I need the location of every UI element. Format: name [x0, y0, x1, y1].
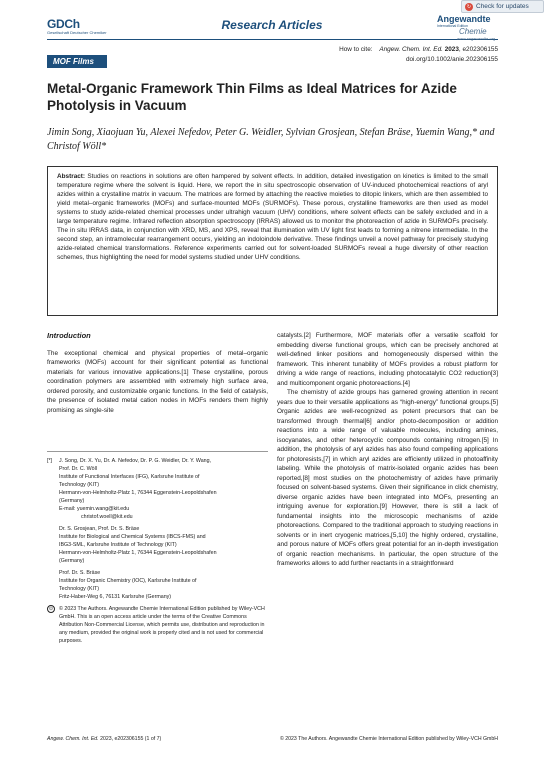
abstract-text: Studies on reactions in solutions are often hampered by solvent effects. In addition, detailed investigation on kinetics is limited to the small temperature regime where the solvent is liquid. Here, we report the in situ spectroscopic observation of UV-induced photochemical reactions of aryl azides within a crystalline matrix in vacuum. The matrices are formed by attaching the reactive moieties to ditopic linkers, which are then assembled to yield metal–organic frameworks (MOFs) and surface-mounted MOFs (SURMOFs). These porous, crystalline frameworks are then used as model systems to study azide-related chemical processes under ultrahigh vacuum (UHV) conditions, where solvent effects can be safely excluded and in a large temperature regime. Infrared reflection absorption spectroscopy (IRRAS) allowed us to monitor the photoreaction of azide in SURMOFs precisely. The in situ IRRAS data, in conjunction with XRD, MS, and XPS, reveal that illumination with UV light first leads to forming a nitrene intermediate. In the second step, an intramolecular rearrangement occurs, yielding an indoloindole derivative. These findings unveil a novel pathway for precisely studying azide-related chemical transformations. Reference experiments carried out for solvent-loaded SURMOFs reveal a huge diversity of other reaction schemes, thus highlighting the need for model systems studied under UHV conditions.	[57, 173, 489, 261]
how-to-cite-label: How to cite:	[339, 46, 373, 53]
intro-paragraph: catalysts.[2] Furthermore, MOF materials offer a versatile scaffold for embedding diverse functional groups, which can be precisely anchored at well-defined linker positions and homogeneously dispersed within the framework. This inherent tunability of MOFs provides a robust platform for driving a wide range of reactions, including photocatalytic CO2 reduction[3] and multicomponent organic photoreactions.[4]	[277, 332, 498, 387]
page-header	[47, 14, 498, 40]
citation-article-number: , e202306155	[458, 46, 498, 53]
journal-logo-chemie: Chemie	[459, 27, 487, 36]
corresponding-mark: [*]	[47, 458, 53, 464]
refresh-icon: ↻	[466, 3, 472, 10]
footer-citation: Angew. Chem. Int. Ed. 2023, e202306155 (1 of 7)	[47, 736, 162, 742]
section-title: Research Articles	[221, 18, 323, 32]
right-column	[277, 331, 498, 569]
affiliation-group: [*] J. Song, Dr. X. Yu, Dr. A. Nefedov, Dr. P. G. Weidler, Dr. Y. Wang, Prof. Dr. C. Wöll Institute of Functional Interfaces (IFG), Karlsruhe Institute of Technology (KIT) Hermann-von-Helmholtz-Platz 1, 76344 Eggenstein-Leopoldshafen (Germany) E-mail: yuemin.wang@kit.edu christof.woell@kit.edu	[47, 457, 268, 521]
email-link[interactable]: christof.woell@kit.edu	[81, 514, 133, 520]
citation-year: 2023	[444, 46, 459, 53]
open-access-icon: ⊙	[48, 606, 54, 612]
journal-logo-url: www.angewandte.org	[457, 36, 496, 41]
intro-paragraph: The exceptional chemical and physical properties of metal–organic frameworks (MOFs) account for their significant potential as functional materials for various innovative applications.[1] These crystalline, porous coordination polymers are assembled with extremely high surface area, ordered porosity, and customizable organic functions. In the field of catalysis, the presence of isolated metal cation nodes in MOFs renders them highly promising as single-site	[47, 349, 268, 414]
gdch-tagline: Gesellschaft Deutscher Chemiker	[47, 30, 107, 35]
introduction-heading: Introduction	[47, 331, 91, 340]
check-for-updates-button[interactable]	[461, 0, 544, 13]
journal-logo-main: Angewandte	[437, 14, 491, 24]
license-text: © 2023 The Authors. Angewandte Chemie International Edition published by Wiley-VCH GmbH. This is an open access article under the terms of the Creative Commons Attribution Non-Commercial License, which permits use, distribution and reproduction in any medium, provided the original work is properly cited and is not used for commercial purposes.	[59, 606, 265, 644]
journal-logo-sub: International Edition	[437, 24, 468, 28]
intro-paragraph: The chemistry of azide groups has garnered growing attention in recent years due to their versatile applications as “high-energy” functional groups.[5] Organic azides are well-recognized as potent precursors that can be transformed through thermal[6] and/or photo-decomposition or addition reactions into a wide range of valuable molecules, including amines, isocyanates, and other heterocyclic compounds containing nitrogen.[5] In addition, the photolysis of aryl azides has also found compelling applications for photoresists,[7] in which aryl azides are efficiently utilized in photoaffinity labeling. While the photolysis of matrix-isolated organic azides has been reported,[8] most studies on the photochemistry of azides have primarily focused on solvent-based systems. Given their significance in click chemistry, diverse organic azides have been integrated into MOFs, presenting an intriguing avenue for exploration.[9] However, there is still a lack of fundamental insights into the microscopic mechanisms of azide photoreactions. Compared to the traditional approach to studying reactions in solvents or in inert cryogenic matrices,[5,10] the highly ordered, crystalline, and porous nature of MOFs offers great potential for an in-depth investigation of organic reaction mechanisms. In particular, the open structure of the frameworks allows to add further reactants in a straightforward	[277, 389, 498, 567]
abstract-box	[47, 166, 498, 316]
left-column	[47, 331, 268, 415]
affiliation-group: Dr. S. Grosjean, Prof. Dr. S. Bräse Institute for Biological and Chemical Systems (IBCS-FMS) and IBG3-SML, Karlsruhe Institute of Technology (KIT) Hermann-von-Helmholtz-Platz 1, 76344 Eggenstein-Leopoldshafen (Germany)	[59, 526, 217, 564]
topic-badge: MOF Films	[47, 55, 107, 68]
abstract-label: Abstract:	[57, 173, 86, 180]
open-access-license	[47, 605, 268, 645]
author-list: Jimin Song, Xiaojuan Yu, Alexei Nefedov, Peter G. Weidler, Sylvian Grosjean, Stefan Bräse, Yuemin Wang,* and Christof Wöll*	[47, 127, 495, 152]
citation-block	[240, 45, 498, 64]
citation-journal: Angew. Chem. Int. Ed.	[379, 46, 443, 53]
check-for-updates-label: Check for updates	[476, 3, 529, 10]
email-link[interactable]: E-mail: yuemin.wang@kit.edu	[59, 506, 130, 512]
citation-doi-link[interactable]: doi.org/10.1002/anie.202306155	[405, 55, 498, 63]
affiliations-footnote	[47, 451, 268, 645]
journal-logo	[437, 14, 501, 41]
article-title: Metal-Organic Framework Thin Films as Ideal Matrices for Azide Photolysis in Vacuum	[47, 81, 457, 113]
affiliation-group: Prof. Dr. S. Bräse Institute for Organic Chemistry (IOC), Karlsruhe Institute of Technology (KIT) Fritz-Haber-Weg 6, 76131 Karlsruhe (Germany)	[59, 570, 197, 600]
footer-copyright: © 2023 The Authors. Angewandte Chemie International Edition published by Wiley-VCH GmbH	[280, 736, 498, 742]
gdch-logo: GDCh Gesellschaft Deutscher Chemiker	[47, 17, 107, 35]
page-footer	[47, 736, 498, 742]
